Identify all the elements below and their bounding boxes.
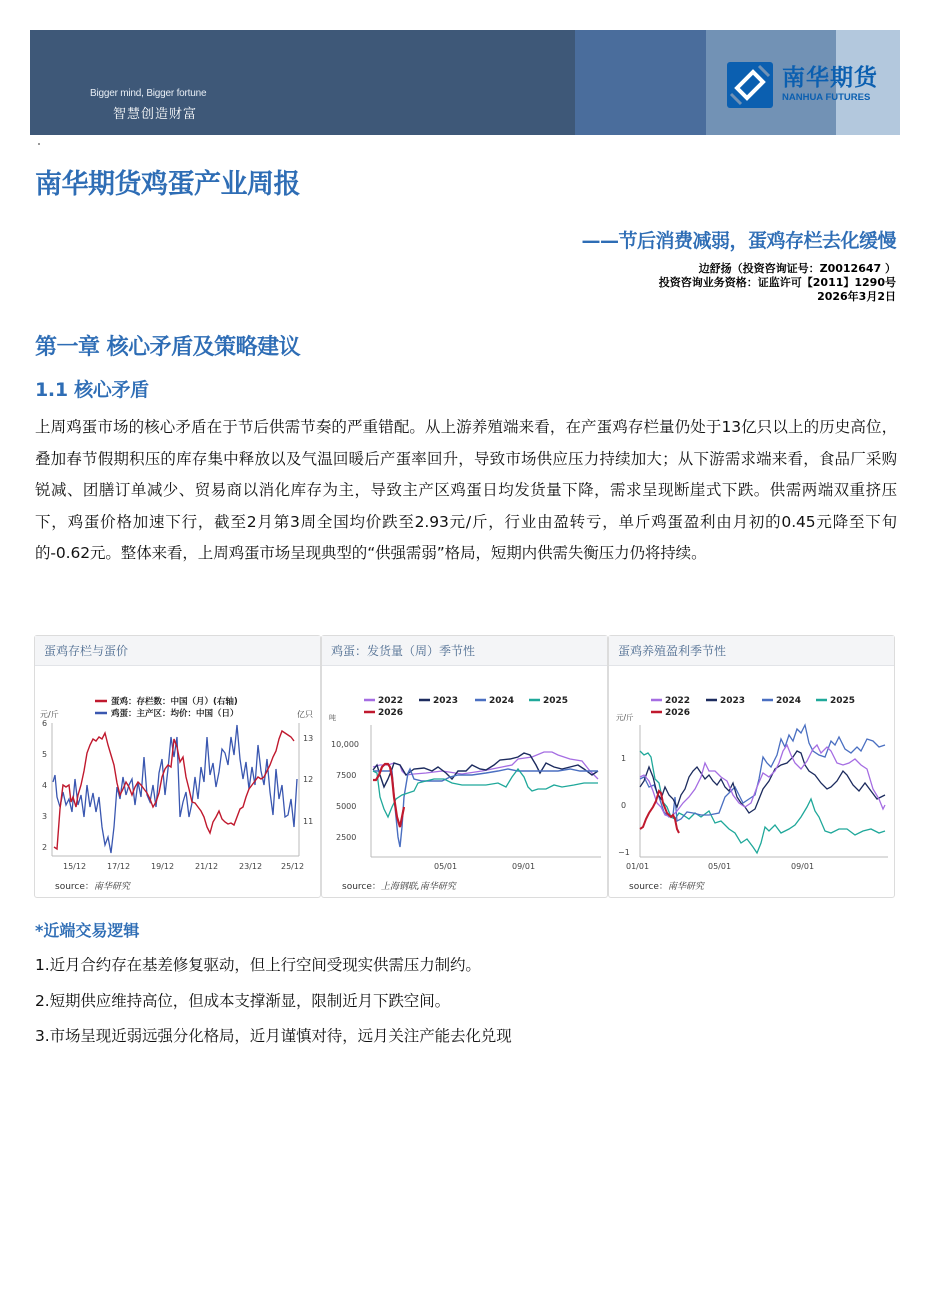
document-title: 南华期货鸡蛋产业周报 xyxy=(35,169,300,200)
chapter-heading: 第一章 核心矛盾及策略建议 xyxy=(35,335,301,360)
legend-2026: 2026 xyxy=(378,708,404,718)
svg-text:5: 5 xyxy=(42,750,48,759)
chart-plot xyxy=(322,667,607,898)
svg-text:1: 1 xyxy=(621,754,627,763)
legend-2025: 2025 xyxy=(830,696,856,706)
trading-logic-item-2: 2.短期供应维持高位，但成本支撑渐显，限制近月下跌空间。 xyxy=(35,992,450,1010)
svg-text:10,000: 10,000 xyxy=(331,740,359,749)
trading-logic-heading: *近端交易逻辑 xyxy=(35,921,140,940)
chart-plot xyxy=(609,667,894,898)
decorative-dot xyxy=(38,143,40,145)
svg-text:13: 13 xyxy=(303,734,314,743)
legend-2023: 2023 xyxy=(720,696,746,706)
legend-2022: 2022 xyxy=(378,696,404,706)
y-axis-unit: 元/斤 xyxy=(616,713,634,722)
legend-2022: 2022 xyxy=(665,696,691,706)
chart-title: 蛋鸡养殖盈利季节性 xyxy=(609,636,894,666)
svg-text:6: 6 xyxy=(42,719,48,728)
svg-text:05/01: 05/01 xyxy=(434,862,458,871)
legend-2024: 2024 xyxy=(776,696,802,706)
svg-text:2: 2 xyxy=(42,843,48,852)
svg-text:2500: 2500 xyxy=(336,833,357,842)
svg-text:0: 0 xyxy=(621,801,627,810)
left-axis-unit: 元/斤 xyxy=(40,710,59,719)
banner-segment-mid xyxy=(575,30,706,135)
svg-text:09/01: 09/01 xyxy=(512,862,536,871)
charts-row xyxy=(34,635,896,898)
chart-card-inventory-price xyxy=(34,635,321,898)
slogan-chinese: 智慧创造财富 xyxy=(113,107,198,122)
author-meta xyxy=(659,262,896,304)
svg-text:23/12: 23/12 xyxy=(239,862,263,871)
author-line: 边舒扬（投资咨询证号：Z0012647 ） xyxy=(698,262,896,275)
svg-text:05/01: 05/01 xyxy=(708,862,732,871)
chart-title: 鸡蛋：发货量（周）季节性 xyxy=(322,636,607,666)
chart-card-shipment-seasonality xyxy=(321,635,608,898)
svg-text:5000: 5000 xyxy=(336,802,357,811)
svg-text:4: 4 xyxy=(42,781,48,790)
legend-series-1: 蛋鸡：存栏数：中国（月）(右轴) xyxy=(111,697,238,707)
trading-logic-item-1: 1.近月合约存在基差修复驱动，但上行空间受现实供需压力制约。 xyxy=(35,956,481,974)
trading-logic-item-3: 3.市场呈现近弱远强分化格局，近月谨慎对待，远月关注产能去化兑现 xyxy=(35,1027,512,1045)
chart-title: 蛋鸡存栏与蛋价 xyxy=(35,636,320,666)
legend-2026: 2026 xyxy=(665,708,691,718)
svg-text:11: 11 xyxy=(303,817,314,826)
section-heading: 1.1 核心矛盾 xyxy=(35,379,149,401)
svg-text:−1: −1 xyxy=(618,848,630,857)
right-axis-unit: 亿只 xyxy=(297,710,313,719)
svg-text:01/01: 01/01 xyxy=(626,862,650,871)
legend-2024: 2024 xyxy=(489,696,515,706)
logo-text-english: NANHUA FUTURES xyxy=(782,92,871,103)
chart-source: source：上海钢联,南华研究 xyxy=(342,882,456,892)
chart-plot xyxy=(35,667,320,898)
core-contradiction-paragraph: 上周鸡蛋市场的核心矛盾在于节后供需节奏的严重错配。从上游养殖端来看，在产蛋鸡存栏量仍处于13亿只以上的历史高位，叠加春节假期积压的库存集中释放以及气温回暖后产蛋率回升，导致市场供应压力持续加大；从下游需求端来看，食品厂采购锐减、团膳订单减少、贸易商以消化库存为主，导致主产区鸡蛋日均发货量下降，需求呈现断崖式下跌。供需两端双重挤压下，鸡蛋价格加速下行，截至2月第3周全国均价跌至2.93元/斤，行业由盈转亏，单斤鸡蛋盈利由月初的0.45元降至下旬的-0.62元。整体来看，上周鸡蛋市场呈现典型的“供强需弱”格局，短期内供需失衡压力仍将持续。 xyxy=(35,418,897,562)
banner-segment-dark xyxy=(30,30,575,135)
legend-series-2: 鸡蛋：主产区：均价：中国（日） xyxy=(111,709,239,719)
license-line: 投资咨询业务资格：证监许可【2011】1290号 xyxy=(658,276,896,289)
y-axis-unit: 吨 xyxy=(329,714,336,722)
report-date: 2026年3月2日 xyxy=(817,290,896,303)
svg-text:12: 12 xyxy=(303,775,314,784)
chart-card-profit-seasonality xyxy=(608,635,895,898)
svg-text:7500: 7500 xyxy=(336,771,357,780)
svg-text:09/01: 09/01 xyxy=(791,862,815,871)
legend-2023: 2023 xyxy=(433,696,459,706)
logo-mark-icon xyxy=(727,62,773,108)
svg-text:17/12: 17/12 xyxy=(107,862,131,871)
chart-source: source：南华研究 xyxy=(55,882,130,892)
svg-text:25/12: 25/12 xyxy=(281,862,305,871)
legend-2025: 2025 xyxy=(543,696,569,706)
svg-text:21/12: 21/12 xyxy=(195,862,219,871)
slogan-english: Bigger mind, Bigger fortune xyxy=(90,88,207,99)
document-subtitle: ——节后消费减弱，蛋鸡存栏去化缓慢 xyxy=(581,230,896,252)
svg-text:19/12: 19/12 xyxy=(151,862,175,871)
chart-source: source：南华研究 xyxy=(629,882,704,892)
svg-text:3: 3 xyxy=(42,812,48,821)
logo-text-chinese: 南华期货 xyxy=(782,65,878,91)
svg-text:15/12: 15/12 xyxy=(63,862,87,871)
company-logo xyxy=(727,62,878,108)
